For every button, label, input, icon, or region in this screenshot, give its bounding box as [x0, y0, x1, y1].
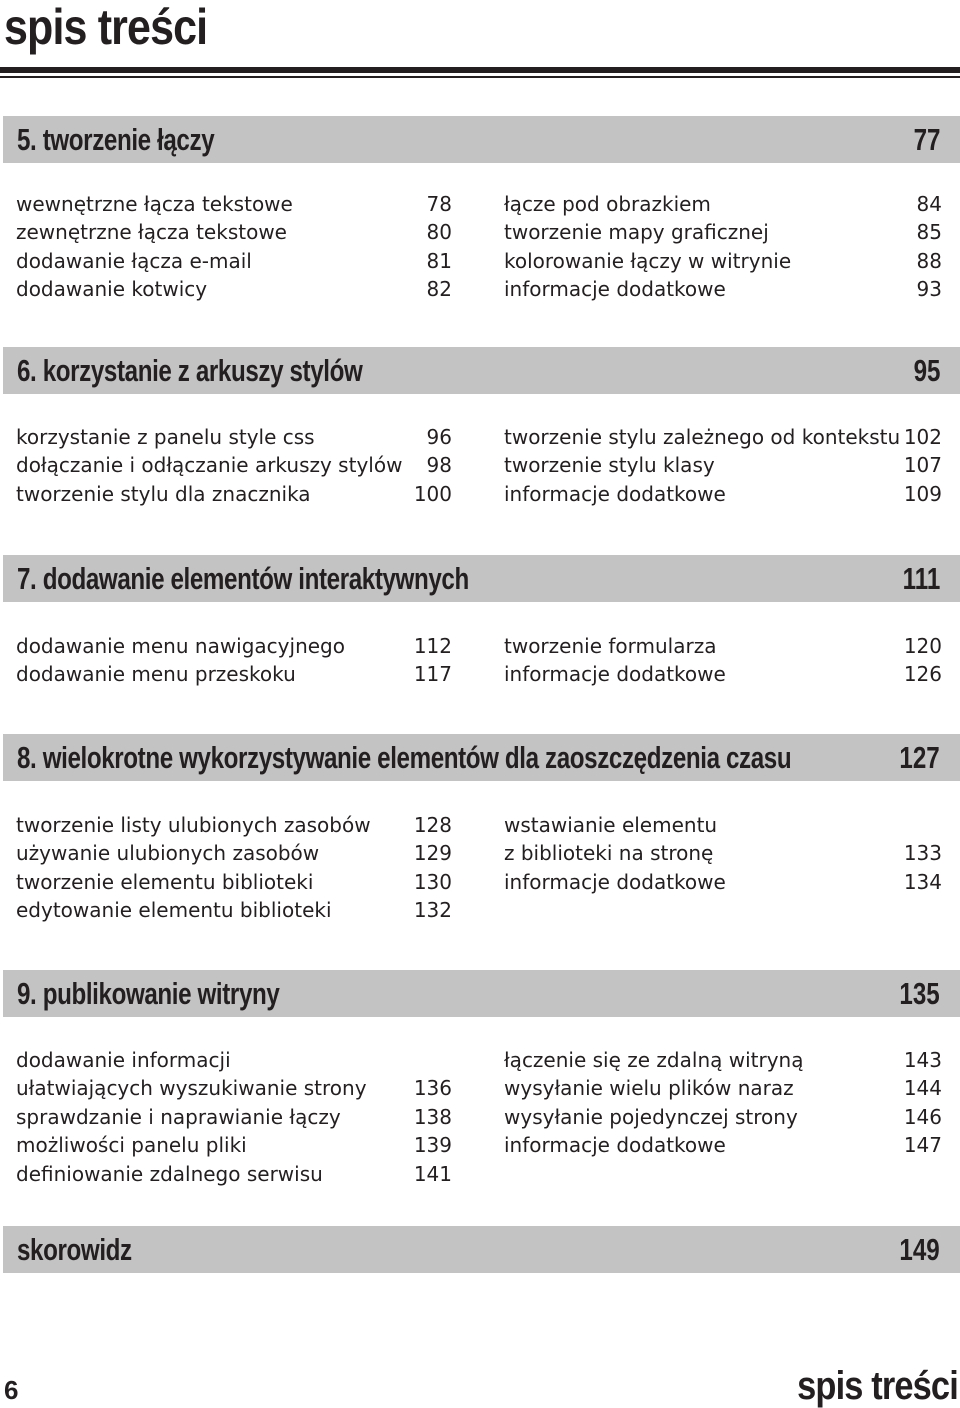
section-page: 111 — [902, 561, 940, 596]
section-page: 135 — [899, 976, 940, 1011]
entry-page: 102 — [903, 425, 942, 449]
entry-text: możliwości panelu pliki — [16, 1133, 247, 1158]
entry-page: 139 — [413, 1133, 452, 1158]
entry-text: wysyłanie wielu plików naraz — [504, 1076, 794, 1101]
entry-page: 98 — [426, 453, 452, 478]
entry-text: łączenie się ze zdalną witryną — [504, 1048, 804, 1072]
toc-entry[interactable] — [504, 1131, 942, 1159]
section-page: 95 — [913, 353, 940, 388]
entry-text: wewnętrzne łącza tekstowe — [16, 192, 293, 216]
entry-text: wstawianie elementu — [504, 813, 718, 837]
entry-text: dodawanie informacji — [16, 1048, 231, 1072]
entry-page: 138 — [413, 1104, 452, 1129]
entry-page: 141 — [413, 1161, 452, 1186]
toc-entry[interactable] — [16, 811, 452, 839]
entry-page: 128 — [413, 813, 452, 837]
toc-entry[interactable] — [16, 247, 452, 275]
entry-page: 144 — [903, 1076, 942, 1101]
entry-text: korzystanie z panelu style css — [16, 425, 315, 449]
entry-text: z biblioteki na stronę — [504, 841, 714, 866]
entry-page: 88 — [916, 248, 942, 273]
entry-text: dodawanie łącza e-mail — [16, 248, 252, 273]
entry-page: 109 — [903, 481, 942, 506]
toc-entry[interactable] — [16, 839, 452, 867]
entry-page: 146 — [903, 1104, 942, 1129]
section-5-left-column — [16, 190, 452, 304]
toc-entry[interactable] — [16, 1046, 452, 1074]
entry-page: 82 — [426, 277, 452, 302]
section-title: skorowidz — [17, 1232, 132, 1267]
entry-text: kolorowanie łączy w witrynie — [504, 248, 792, 273]
section-title: 7. dodawanie elementów interaktywnych — [17, 561, 469, 596]
section-header-7[interactable] — [3, 555, 960, 602]
toc-entry[interactable] — [504, 632, 942, 660]
entry-page: 96 — [426, 425, 452, 449]
entry-page: 147 — [903, 1133, 942, 1158]
entry-text: dodawanie kotwicy — [16, 277, 208, 302]
entry-text: dodawanie menu nawigacyjnego — [16, 634, 345, 658]
entry-page: 133 — [903, 841, 942, 866]
entry-page: 107 — [903, 453, 942, 478]
toc-entry[interactable] — [504, 423, 942, 451]
entry-text: tworzenie stylu dla znacznika — [16, 481, 311, 506]
entry-text: zewnętrzne łącza tekstowe — [16, 220, 287, 245]
entry-page: 136 — [413, 1076, 452, 1101]
section-9-right-column — [504, 1046, 942, 1160]
entry-text: sprawdzanie i naprawianie łączy — [16, 1104, 341, 1129]
toc-entry[interactable] — [16, 423, 452, 451]
toc-entry[interactable] — [16, 632, 452, 660]
entry-text: łącze pod obrazkiem — [504, 192, 711, 216]
page-title: spis treści — [4, 0, 208, 55]
entry-page: 117 — [413, 662, 452, 687]
toc-entry[interactable] — [504, 868, 942, 896]
section-title: 6. korzystanie z arkuszy stylów — [17, 353, 363, 388]
entry-text: tworzenie mapy graficznej — [504, 220, 769, 245]
toc-entry[interactable] — [504, 451, 942, 479]
entry-text: informacje dodatkowe — [504, 869, 726, 894]
toc-entry[interactable] — [504, 190, 942, 218]
toc-entry[interactable] — [16, 896, 452, 924]
toc-entry[interactable] — [16, 1160, 452, 1188]
entry-text: informacje dodatkowe — [504, 662, 726, 687]
entry-text: tworzenie stylu klasy — [504, 453, 715, 478]
entry-page: 143 — [903, 1048, 942, 1072]
toc-entry[interactable] — [504, 660, 942, 688]
entry-page: 84 — [916, 192, 942, 216]
entry-text: informacje dodatkowe — [504, 1133, 726, 1158]
toc-entry[interactable] — [504, 480, 942, 508]
section-8-right-column — [504, 811, 942, 896]
section-header-5[interactable] — [3, 116, 960, 163]
entry-text: informacje dodatkowe — [504, 481, 726, 506]
entry-text: edytowanie elementu biblioteki — [16, 898, 332, 923]
section-6-right-column — [504, 423, 942, 508]
header-rule-thick — [0, 67, 960, 73]
entry-text: dołączanie i odłączanie arkuszy stylów — [16, 453, 403, 478]
section-7-left-column — [16, 632, 452, 689]
entry-page: 132 — [413, 898, 452, 923]
section-6-left-column — [16, 423, 452, 508]
entry-text: definiowanie zdalnego serwisu — [16, 1161, 323, 1186]
entry-page: 78 — [426, 192, 452, 216]
toc-entry[interactable] — [16, 275, 452, 303]
toc-entry[interactable] — [16, 451, 452, 479]
section-9-left-column — [16, 1046, 452, 1188]
section-header-8[interactable] — [3, 734, 960, 781]
toc-entry[interactable] — [16, 1103, 452, 1131]
section-header-index[interactable] — [3, 1226, 960, 1273]
toc-entry[interactable] — [16, 190, 452, 218]
section-title: 8. wielokrotne wykorzystywanie elementów dla zaoszczędzenia czasu — [17, 740, 792, 775]
entry-page: 130 — [413, 869, 452, 894]
entry-page: 129 — [413, 841, 452, 866]
toc-entry[interactable] — [16, 218, 452, 246]
section-page: 149 — [899, 1232, 940, 1267]
section-header-9[interactable] — [3, 970, 960, 1017]
section-title: 5. tworzenie łączy — [17, 122, 215, 157]
toc-entry[interactable] — [16, 1074, 452, 1102]
entry-page: 134 — [903, 869, 942, 894]
section-8-left-column — [16, 811, 452, 925]
toc-entry[interactable] — [504, 218, 942, 246]
toc-entry[interactable] — [16, 868, 452, 896]
entry-text: tworzenie formularza — [504, 634, 717, 658]
toc-entry[interactable] — [16, 480, 452, 508]
entry-page: 81 — [426, 248, 452, 273]
toc-entry[interactable] — [504, 839, 942, 867]
entry-text: używanie ulubionych zasobów — [16, 841, 320, 866]
toc-entry[interactable] — [504, 275, 942, 303]
header-rule-thin — [0, 76, 960, 78]
toc-entry[interactable] — [504, 1046, 942, 1074]
toc-entry[interactable] — [504, 1074, 942, 1102]
section-page: 77 — [913, 122, 940, 157]
entry-text: dodawanie menu przeskoku — [16, 662, 296, 687]
entry-page: 112 — [413, 634, 452, 658]
entry-page: 126 — [903, 662, 942, 687]
entry-text: informacje dodatkowe — [504, 277, 726, 302]
section-7-right-column — [504, 632, 942, 689]
footer-title: spis treści — [797, 1364, 958, 1408]
section-5-right-column — [504, 190, 942, 304]
toc-entry[interactable] — [16, 1131, 452, 1159]
toc-entry[interactable] — [504, 1103, 942, 1131]
toc-entry[interactable] — [504, 811, 942, 839]
toc-entry[interactable] — [16, 660, 452, 688]
entry-text: tworzenie stylu zależnego od kontekstu — [504, 425, 901, 449]
entry-text: ułatwiających wyszukiwanie strony — [16, 1076, 367, 1101]
entry-page: 120 — [903, 634, 942, 658]
section-page: 127 — [899, 740, 940, 775]
entry-text: tworzenie listy ulubionych zasobów — [16, 813, 371, 837]
section-title: 9. publikowanie witryny — [17, 976, 280, 1011]
section-header-6[interactable] — [3, 347, 960, 394]
entry-page: 80 — [426, 220, 452, 245]
entry-page: 85 — [916, 220, 942, 245]
entry-page: 100 — [413, 481, 452, 506]
entry-text: tworzenie elementu biblioteki — [16, 869, 314, 894]
entry-page: 93 — [916, 277, 942, 302]
toc-entry[interactable] — [504, 247, 942, 275]
entry-text: wysyłanie pojedynczej strony — [504, 1104, 798, 1129]
footer-page-number: 6 — [4, 1375, 19, 1405]
